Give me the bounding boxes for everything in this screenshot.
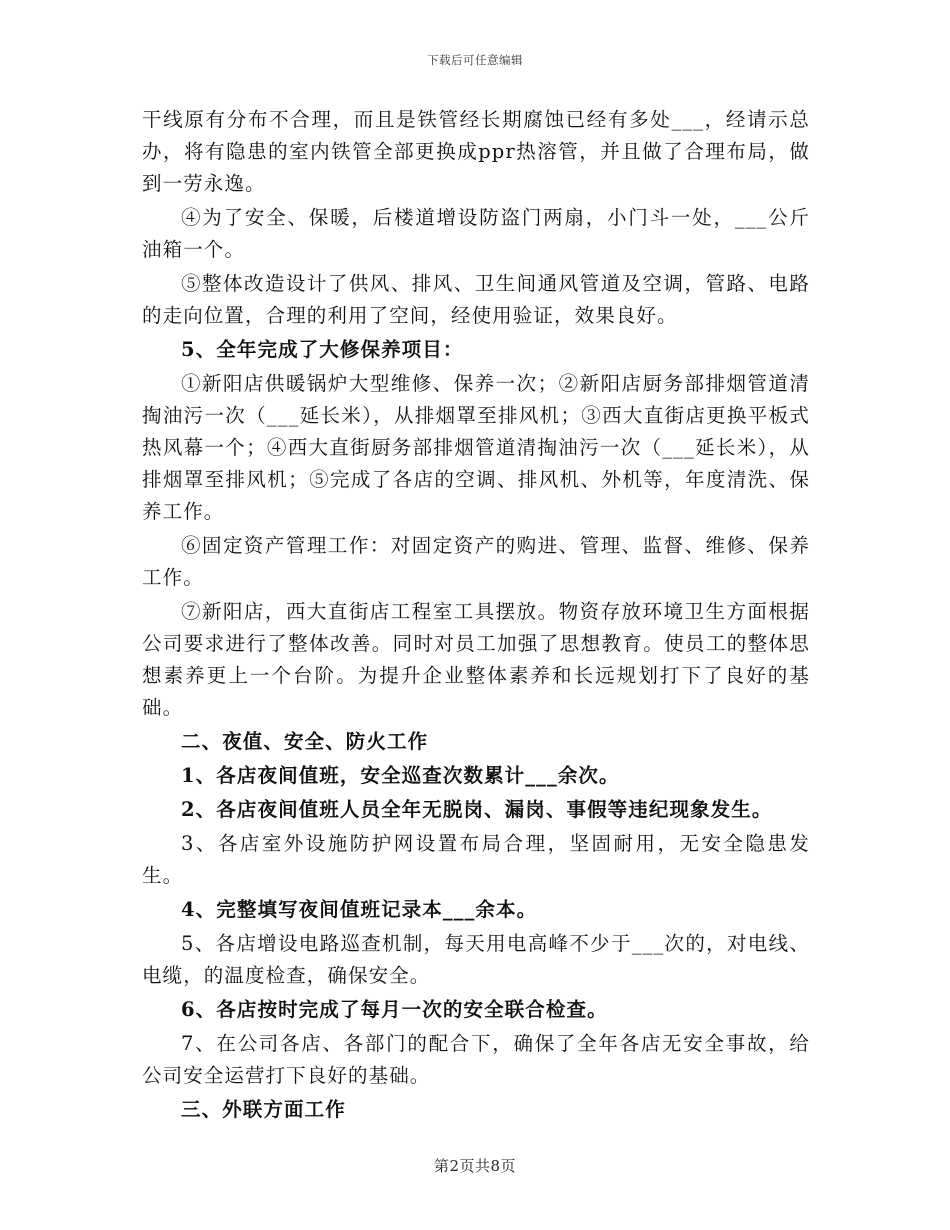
- item-patrol-count: 1、各店夜间值班，安全巡查次数累计___余次。: [181, 764, 620, 787]
- item-duty-log: 4、完整填写夜间值班记录本___余本。: [181, 898, 538, 921]
- section-heading-external-relations: 三、外联方面工作: [181, 1098, 346, 1121]
- item-protective-net: 3、各店室外设施防护网设置布局合理，坚固耐用，无安全隐患发生。: [142, 832, 810, 887]
- paragraph-fixed-assets: ⑥固定资产管理工作：对固定资产的购进、管理、监督、维修、保养工作。: [142, 534, 810, 589]
- paragraph-security-doors: ④为了安全、保暖，后楼道增设防盗门两扇，小门斗一处，___公斤油箱一个。: [142, 206, 810, 261]
- item-no-absence: 2、各店夜间值班人员全年无脱岗、漏岗、事假等违纪现象发生。: [181, 798, 773, 821]
- paragraph-pipe-replacement: 干线原有分布不合理，而且是铁管经长期腐蚀已经有多处___，经请示总办，将有隐患的室内铁管全部更换成ppr热溶管，并且做了合理布局，做到一劳永逸。: [142, 108, 810, 195]
- document-body: [142, 104, 810, 1128]
- page-number: 第2页共8页: [433, 1157, 517, 1175]
- section-heading-night-duty: 二、夜值、安全、防火工作: [181, 730, 429, 753]
- paragraph-maintenance-list: ①新阳店供暖锅炉大型维修、保养一次；②新阳店厨务部排烟管道清掏油污一次（___延长米），从排烟罩至排风机；③西大直街店更换平板式热风幕一个；④西大直街厨务部排烟管道清掏油污一次（___延长米），从排烟罩至排风机；⑤完成了各店的空调、排风机、外机等，年度清洗、保养工作。: [142, 372, 810, 523]
- paragraph-ventilation-design: ⑤整体改造设计了供风、排风、卫生间通风管道及空调，管路、电路的走向位置，合理的利用了空间，经使用验证，效果良好。: [142, 272, 810, 327]
- item-no-accidents: 7、在公司各店、各部门的配合下，确保了全年各店无安全事故，给公司安全运营打下良好的基础。: [142, 1032, 810, 1087]
- heading-maintenance-projects: 5、全年完成了大修保养项目：: [181, 338, 464, 361]
- item-monthly-inspection: 6、各店按时完成了每月一次的安全联合检查。: [181, 998, 608, 1021]
- paragraph-tool-storage: ⑦新阳店，西大直街店工程室工具摆放。物资存放环境卫生方面根据公司要求进行了整体改善。同时对员工加强了思想教育。使员工的整体思想素养更上一个台阶。为提升企业整体素养和长远规划打下了良好的基础。: [142, 600, 810, 719]
- item-circuit-inspection: 5、各店增设电路巡查机制，每天用电高峰不少于___次的，对电线、电缆，的温度检查，确保安全。: [142, 932, 810, 987]
- page-header: 下载后可任意编辑: [427, 53, 523, 67]
